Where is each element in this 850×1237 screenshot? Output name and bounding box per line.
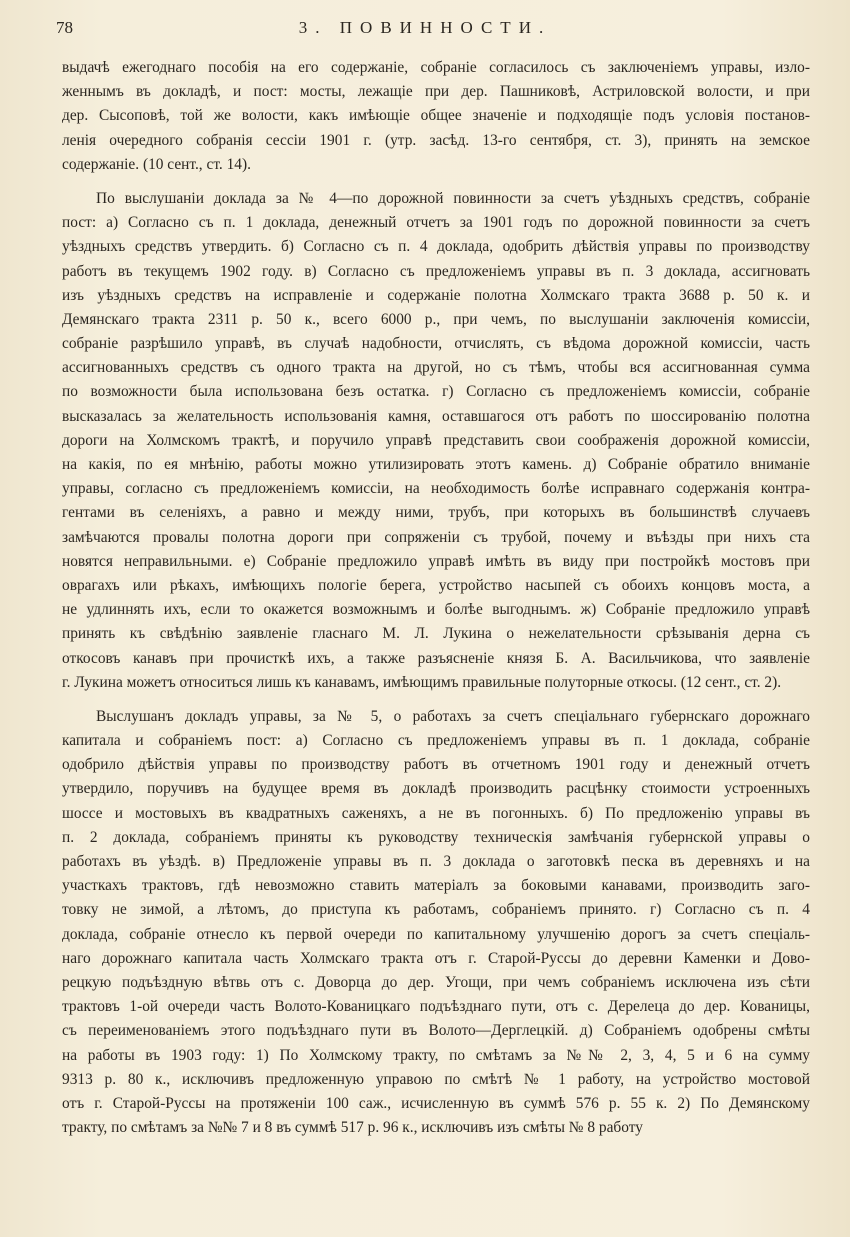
text-line: отъ г. Старой-Руссы на протяженіи 100 саж., исчисленную въ суммѣ 576 р. 55 к. 2) По Демянскому (62, 1094, 810, 1112)
text-line: работъ въ текущемъ 1902 году. в) Согласно съ предложеніемъ управы въ п. 3 доклада, ассигновать (62, 262, 810, 280)
text-line: женнымъ въ докладѣ, и пост: мосты, лежащіе при дер. Пашниковѣ, Астриловской волости, и при (62, 83, 810, 101)
text-line: не удлиннять ихъ, если то окажется возможнымъ и болѣе выгоднымъ. ж) Собраніе предложило управѣ (62, 601, 810, 619)
text-line: уѣздныхъ средствъ утвердить. б) Согласно съ п. 4 доклада, одобрить дѣйствія управы по производству (62, 238, 810, 256)
text-line: капитала и собраніемъ пост: а) Согласно съ предложеніемъ управы въ п. 1 доклада, собраніе (62, 732, 810, 750)
text-line: Демянскаго тракта 2311 р. 50 к., всего 6000 р., при чемъ, по выслушаніи заключенія комиссіи, (62, 310, 810, 328)
text-line: собраніе разрѣшило управѣ, въ случаѣ надобности, отчислять, съ вѣдома дорожной комиссіи, часть (62, 335, 810, 353)
text-line: тракту, по смѣтамъ за №№ 7 и 8 въ суммѣ 517 р. 96 к., исключивъ изъ смѣты № 8 работу (62, 1119, 643, 1137)
text-line: на какія, по ея мнѣнію, работы можно утилизировать этотъ камень. д) Собраніе обратило вниманіе (62, 456, 810, 473)
text-line: утвердило, поручивъ на будущее время въ докладѣ производить расцѣнку стоимости устроенныхъ (62, 780, 810, 798)
paragraph-gap (62, 177, 810, 187)
text-line: доклада, собраніе отнесло къ первой очереди по капитальному улучшенію дорогъ за счетъ спеціаль- (62, 925, 810, 943)
text-line: трактовъ 1-ой очереди часть Волото-Кованицкаго подъѣзднаго пути, отъ с. Дерелеца до дер. Кованицы, (62, 998, 810, 1016)
text-line: гентами въ селеніяхъ, а равно и между ними, трубъ, при которыхъ въ большинствѣ случаевъ (62, 504, 810, 522)
page-number: 78 (56, 18, 73, 37)
text-line: ленія очередного собранія сессіи 1901 г. (утр. засѣд. 13-го сентября, ст. 3), принять на земское (62, 131, 810, 149)
text-line: выдачѣ ежегоднаго пособія на его содержаніе, собраніе согласилось съ заключеніемъ управы, изло- (62, 59, 810, 76)
text-line: содержаніе. (10 сент., ст. 14). (62, 155, 251, 173)
text-line: по возможности была использована безъ остатка. г) Согласно съ предложеніемъ комиссіи, собраніе (62, 383, 810, 401)
paragraph (62, 56, 810, 177)
paragraph (62, 187, 810, 695)
text-line: товку не зимой, а лѣтомъ, до приступа къ работамъ, собраніемъ принято. г) Согласно съ п. 4 (62, 901, 810, 919)
paragraph (62, 705, 810, 1140)
text-line: участкахъ трактовъ, гдѣ невозможно ставить матеріалъ за боковыми канавами, производить заго- (62, 877, 810, 895)
text-line: работахъ въ уѣздѣ. в) Предложеніе управы въ п. 3 доклада о заготовкѣ песка въ деревняхъ и на (62, 853, 810, 870)
text-line: г. Лукина можетъ относиться лишь къ канавамъ, имѣющимъ правильные полуторные откосы. (12 сент., ст. 2). (62, 673, 782, 691)
text-line: По выслушаніи доклада за № 4—по дорожной повинности за счетъ уѣздныхъ средствъ, собраніе (96, 189, 810, 207)
page-header (56, 16, 794, 46)
text-line: замѣчаются провалы полотна дороги при сопряженіи съ трубой, почему и въѣзды при нихъ ста (62, 528, 810, 546)
text-line: принять къ свѣдѣнію заявленіе гласнаго М. Л. Лукина о нежелательности срѣзыванія дерна съ (62, 625, 810, 643)
running-title: 3. ПОВИННОСТИ. (298, 18, 552, 37)
text-line: дороги на Холмскомъ трактѣ, и поручило управѣ представить свои соображенія дорожной комиссіи, (62, 431, 810, 449)
text-line: изъ уѣздныхъ средствъ на исправленіе и содержаніе полотна Холмскаго тракта 3688 р. 50 к. и (62, 286, 810, 304)
text-line: оврагахъ или рѣкахъ, имѣющихъ пологіе берега, устройство насыпей съ обоихъ концовъ моста, а (62, 576, 810, 594)
text-line: рецкую подъѣздную вѣтвь отъ с. Доворца до дер. Угощи, при чемъ собраніемъ исключена изъ сѣти (62, 973, 810, 991)
text-line: на работы въ 1903 году: 1) По Холмскому тракту, по смѣтамъ за №№ 2, 3, 4, 5 и 6 на сумму (62, 1046, 810, 1064)
text-line: Выслушанъ докладъ управы, за № 5, о работахъ за счетъ спеціальнаго губернскаго дорожнаго (96, 707, 810, 725)
body-text (62, 56, 810, 1140)
text-line: одобрило дѣйствія управы по производству работъ въ отчетномъ 1901 году и денежный отчетъ (62, 756, 810, 774)
text-line: наго дорожнаго капитала часть Холмскаго тракта отъ г. Старой-Руссы до деревни Каменки и Дово- (62, 949, 810, 967)
text-line: управы, согласно съ предложеніемъ комиссіи, на необходимость болѣе исправнаго содержанія контра- (62, 480, 810, 498)
text-line: съ переименованіемъ этого подъѣзднаго пути въ Волото—Дерглецкій. д) Собраніемъ одобрены смѣты (62, 1022, 810, 1040)
paragraph-gap (62, 695, 810, 705)
text-line: 9313 р. 80 к., исключивъ предложенную управою по смѣтѣ № 1 работу, на устройство мостовой (62, 1070, 810, 1088)
text-line: пост: а) Согласно съ п. 1 доклада, денежный отчетъ за 1901 годъ по дорожной повинности за счетъ (62, 214, 810, 232)
text-line: откосовъ канавъ при прочисткѣ ихъ, а также разъясненіе князя Б. А. Васильчикова, что заявленіе (62, 649, 810, 667)
text-line: дер. Сысоповѣ, той же волости, какъ имѣющіе общее значеніе и подходящіе подъ условія постанов- (62, 107, 810, 125)
text-line: п. 2 доклада, собраніемъ приняты къ руководству техническія замѣчанія губернской управы о (62, 828, 810, 846)
text-line: ассигнованныхъ средствъ съ одного тракта на другой, но съ тѣмъ, чтобы вся ассигнованная сумма (62, 359, 810, 377)
text-line: высказалась за желательность использованія камня, оставшагося отъ работъ по шоссированію полотна (62, 407, 810, 425)
text-line: новятся неправильными. е) Собраніе предложило управѣ имѣть въ виду при постройкѣ мостовъ при (62, 552, 810, 570)
text-line: шоссе и мостовыхъ въ квадратныхъ саженяхъ, а не въ погонныхъ. б) По предложенію управы въ (62, 804, 810, 822)
